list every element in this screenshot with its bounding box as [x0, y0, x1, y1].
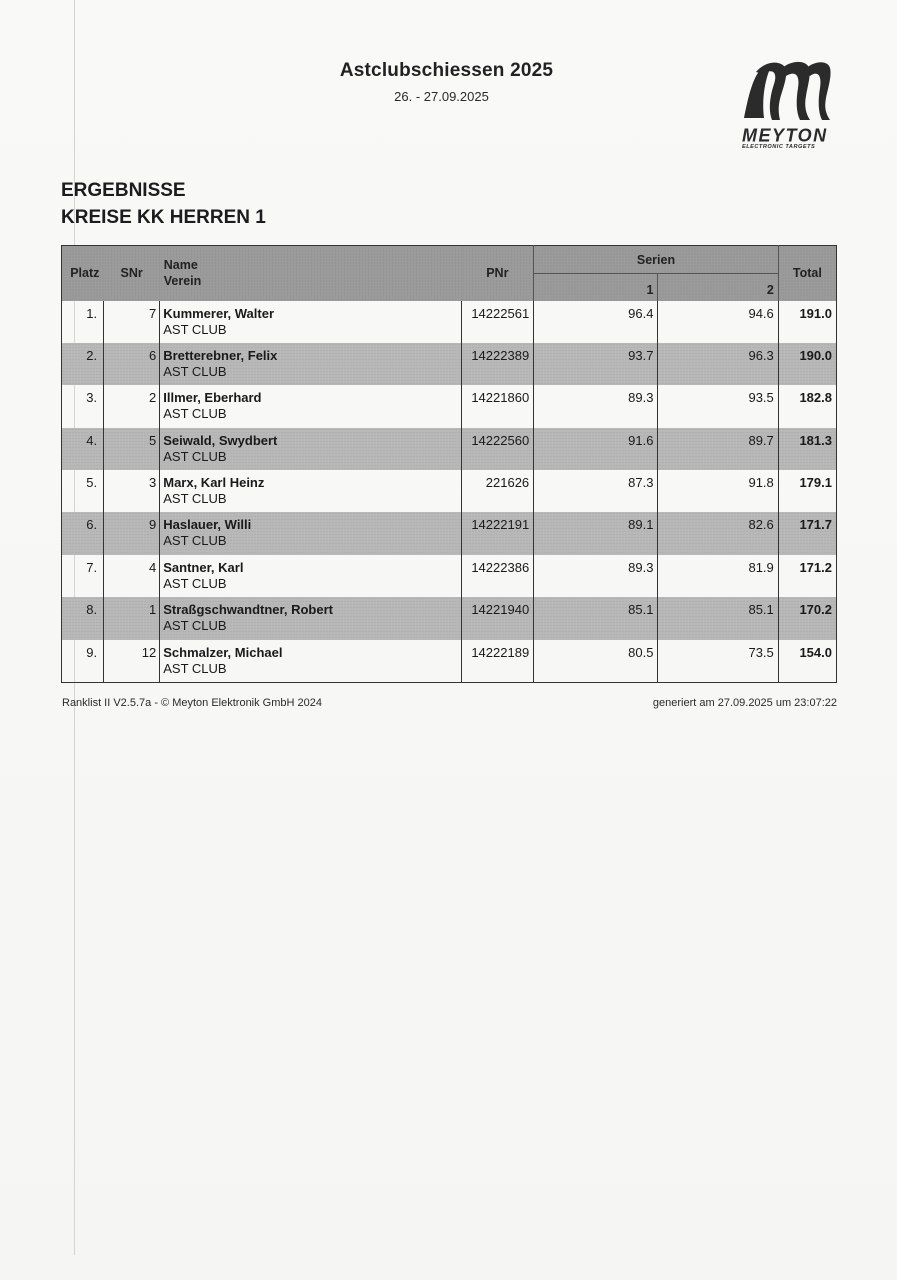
cell-total: 190.0: [778, 343, 836, 385]
col-header-pnr: PNr: [462, 246, 534, 301]
cell-serie-2: 89.7: [658, 428, 778, 470]
cell-serie-2: 96.3: [658, 343, 778, 385]
cell-total: 179.1: [778, 470, 836, 512]
club-name: AST CLUB: [163, 533, 227, 549]
cell-pnr: 14222560: [462, 428, 534, 470]
cell-name-verein: [160, 555, 462, 597]
cell-name-verein: [160, 640, 462, 682]
cell-snr: 5: [104, 428, 160, 470]
shooter-name: Santner, Karl: [163, 559, 244, 575]
event-title: Astclubschiessen 2025: [339, 60, 554, 81]
cell-name-verein: [160, 428, 462, 470]
cell-serie-1: 80.5: [534, 640, 658, 682]
col-header-platz: Platz: [62, 246, 104, 301]
footer-version: Ranklist II V2.5.7a - © Meyton Elektronik GmbH 2024: [62, 697, 322, 709]
cell-name-verein: [160, 385, 462, 427]
cell-serie-2: 85.1: [658, 597, 778, 639]
club-name: AST CLUB: [163, 575, 227, 591]
meyton-m-logo-icon: [738, 58, 838, 126]
club-name: AST CLUB: [163, 491, 227, 507]
cell-serie-2: 81.9: [658, 555, 778, 597]
cell-serie-1: 89.3: [534, 385, 658, 427]
cell-snr: 3: [104, 470, 160, 512]
cell-platz: 2.: [62, 343, 104, 385]
cell-snr: 4: [104, 555, 160, 597]
results-body: [62, 301, 837, 683]
cell-platz: 5.: [86, 475, 98, 491]
cell-pnr: 14222561: [462, 301, 534, 343]
results-table: [61, 245, 837, 683]
cell-platz: 4.: [62, 428, 104, 470]
cell-serie-2: 93.5: [658, 385, 778, 427]
cell-platz: 1.: [86, 305, 98, 321]
club-name: AST CLUB: [163, 448, 227, 464]
cell-total: 170.2: [778, 597, 836, 639]
shooter-name: Bretterebner, Felix: [163, 347, 278, 363]
event-date: 26. - 27.09.2025: [394, 89, 489, 104]
cell-total: 191.0: [778, 301, 836, 343]
col-header-total: Total: [778, 246, 836, 301]
cell-snr: 7: [104, 301, 160, 343]
cell-total: 182.8: [778, 385, 836, 427]
logo-brand: MEYTON: [742, 124, 828, 146]
shooter-name: Marx, Karl Heinz: [163, 475, 265, 491]
shooter-name: Kummerer, Walter: [163, 305, 275, 321]
cell-name-verein: [160, 301, 462, 343]
col-header-name: [160, 246, 462, 301]
cell-pnr: 14222189: [462, 640, 534, 682]
club-name: AST CLUB: [163, 321, 227, 337]
col-header-name-label: Name: [163, 258, 198, 273]
cell-snr: 1: [104, 597, 160, 639]
footer-generated: generiert am 27.09.2025 um 23:07:22: [652, 697, 837, 709]
cell-total: 154.0: [778, 640, 836, 682]
logo-subtitle: ELECTRONIC TARGETS: [742, 144, 816, 150]
cell-serie-2: 73.5: [658, 640, 778, 682]
cell-serie-1: 91.6: [534, 428, 658, 470]
club-name: AST CLUB: [163, 660, 227, 676]
cell-total: 171.2: [778, 555, 836, 597]
cell-snr: 2: [104, 385, 160, 427]
cell-platz: 3.: [86, 390, 98, 406]
cell-snr: 6: [104, 343, 160, 385]
table-header-row: [62, 246, 837, 274]
cell-serie-2: 82.6: [658, 512, 778, 554]
cell-snr: 9: [104, 512, 160, 554]
club-name: AST CLUB: [163, 406, 227, 422]
cell-serie-1: 89.3: [534, 555, 658, 597]
table-row: [62, 343, 837, 385]
col-header-serie-2: 2: [658, 274, 778, 301]
table-row: [62, 385, 837, 427]
cell-serie-2: 94.6: [658, 301, 778, 343]
shooter-name: Straßgschwandtner, Robert: [163, 602, 333, 618]
cell-pnr: 14222389: [462, 343, 534, 385]
cell-name-verein: [160, 597, 462, 639]
meyton-logo: [738, 58, 838, 153]
club-name: AST CLUB: [163, 618, 227, 634]
table-row: [62, 512, 837, 554]
cell-serie-1: 96.4: [534, 301, 658, 343]
shooter-name: Schmalzer, Michael: [163, 644, 283, 660]
cell-serie-1: 85.1: [534, 597, 658, 639]
cell-serie-1: 87.3: [534, 470, 658, 512]
section-heading: [61, 177, 266, 231]
cell-total: 181.3: [778, 428, 836, 470]
cell-serie-1: 93.7: [534, 343, 658, 385]
col-header-serie-1: 1: [534, 274, 658, 301]
cell-pnr: 221626: [462, 470, 534, 512]
section-heading-line1: ERGEBNISSE: [61, 180, 186, 201]
cell-pnr: 14222191: [462, 512, 534, 554]
cell-name-verein: [160, 512, 462, 554]
cell-platz: 7.: [86, 559, 98, 575]
table-row: [62, 428, 837, 470]
cell-total: 171.7: [778, 512, 836, 554]
col-header-snr: SNr: [104, 246, 160, 301]
table-row: [62, 301, 837, 343]
cell-pnr: 14221940: [462, 597, 534, 639]
cell-platz: 9.: [86, 644, 98, 660]
col-header-verein-label: Verein: [163, 274, 202, 289]
table-row: [62, 597, 837, 639]
cell-name-verein: [160, 470, 462, 512]
table-row: [62, 555, 837, 597]
col-header-serien: Serien: [534, 246, 779, 274]
cell-snr: 12: [104, 640, 160, 682]
table-row: [62, 640, 837, 682]
cell-pnr: 14221860: [462, 385, 534, 427]
cell-serie-1: 89.1: [534, 512, 658, 554]
club-name: AST CLUB: [163, 363, 227, 379]
section-heading-line2: KREISE KK HERREN 1: [61, 207, 266, 228]
table-row: [62, 470, 837, 512]
cell-serie-2: 91.8: [658, 470, 778, 512]
cell-name-verein: [160, 343, 462, 385]
cell-pnr: 14222386: [462, 555, 534, 597]
shooter-name: Seiwald, Swydbert: [163, 432, 278, 448]
shooter-name: Haslauer, Willi: [163, 517, 252, 533]
shooter-name: Illmer, Eberhard: [163, 390, 262, 406]
cell-platz: 6.: [62, 512, 104, 554]
cell-platz: 8.: [62, 597, 104, 639]
